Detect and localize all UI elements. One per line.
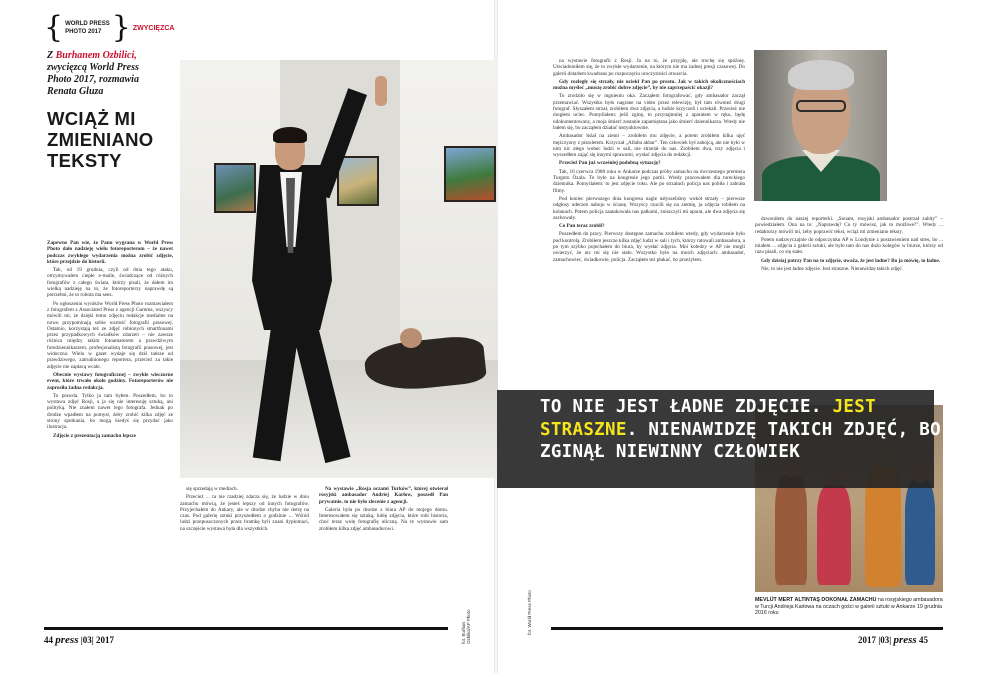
pull-quote-part-1: TO NIE JEST ŁADNE ZDJĘCIE. <box>540 397 822 417</box>
winner-label: ZWYCIĘZCA <box>132 24 175 32</box>
interview-question: Zdjęcie z prezentacją zamachu lepsze <box>53 432 136 439</box>
footer-rule-right <box>551 627 943 630</box>
paragraph: To zrodziło się w mgnieniu oka. Zacząłem fotografować, gdy ambasador zaczął przemawiać. Wszystko było nagrane na video przez telewizję, był tam również drugi fotograf. Słyszałem strzał, zrobiłem dwa zdjęcia, a ludzie krzyczeli i uciekali. Przecież nie mogłem uciec. Pomyślałem: jeśli zginę, to przynajmniej z aparatem w ręku, będę udokumentowany, a moja śmierć zostanie zapamiętana jako śmierć dziennikarza. Wtedy nie bałem się, bo zacząłem działać instynktownie. <box>553 93 745 131</box>
caption-rest: na rosyjskiego ambasadora w Turcji Andrieja Karłowa na oczach gości w galerii sztuki w Ankarze 19 grudnia 2016 roku <box>755 597 943 617</box>
paragraph: Galeria była po drodze z biura AP do mojego domu. Interesowałem się sztuką, lubię zdjęcia, które robi historia, choć teraz wolę fotografię uliczną. Na te wystawie sam zrobiłem kilka zdjęć ambasadorowi. <box>319 506 448 532</box>
article-intro <box>47 50 162 98</box>
article-headline: WCIĄŻ MI ZMIENIANO TEKSTY <box>47 108 154 171</box>
interview-question: Co Pan teraz zrobił? <box>559 223 605 230</box>
child-figure <box>775 475 807 585</box>
portrait-glasses <box>796 100 846 112</box>
interview-question: Obecnie wystawy fotograficznej – zwykłe wieczorne event, które trwało około godziny. Fotoreporterów nie zaprosiła żadna redakcja. <box>47 371 173 391</box>
photo-credit-right: fot. World Press Photo <box>527 590 532 635</box>
paragraph: Przecież ... ta nie rzadziej zdarza się, że ludzie w dniu zamachu mówią, że jesteś lepszy od innych fotografów. Przyjechałem do Ankary, ale w drodze chyba nie dotrę na czas. Pod galerię sztuki przyszedłem o godzinie ... Wśród ludzi przepuszczonych przez bramkę byli znani dyplomaci, na szczęście wystawa była dla wszystkich. <box>180 494 309 532</box>
child-figure <box>905 480 935 585</box>
interviewee-name: Burhanem Ozbilici, <box>55 50 137 61</box>
paragraph: Ambasador leżał na ziemi – zrobiłem mu zdjęcie, a potem zrobiłem kilka ujęć mężczyzny z pistoletem. Krzyczał „Allahu akbar”. Ten człowiek był zabójcą, ale nie było w nim nic złego wobec ludzi w sali, nie strzelał do nas. Zrobiłem dwa, trzy zdjęcia i wyszedłem zająć się innymi sprawami, wysłać zdjęcia do redakcji. <box>553 133 745 159</box>
footer-left <box>44 634 114 646</box>
interview-question: Gdy rozległy się strzały, nie uciekł Pan po prostu. Jak w takich okolicznościach można myśleć „muszę zrobić dobre zdjęcie”, by nie zaprzepaścić okazji? <box>553 78 745 92</box>
left-brace-icon: { <box>44 10 64 45</box>
pull-quote-highlight: JEST STRASZNE <box>540 397 876 440</box>
painting-3 <box>444 146 496 202</box>
pull-quote-part-2: . NIENAWIDZĘ TAKICH ZDJĘĆ, BO ZGINĄŁ NIEWINNY CZŁOWIEK <box>540 419 941 462</box>
pull-quote-text <box>540 396 950 464</box>
interview-question: Przecież Pan już wcześniej podobną sytuację? <box>559 160 661 167</box>
intro-prefix: Z <box>47 50 56 61</box>
footer-rule-left <box>44 627 448 630</box>
paragraph: dzwoniłem do naszej reporterki. „Sonam, rosyjski ambasador postrzał zabity” – powiedziałem. Ona na to: „Naprawdę? Co ty mówisz, jak to możliwe?”. Wtedy ... redaktorzy mówili mi, żeby poprawić tekst, wciąż mi zmieniano teksty. <box>755 216 943 235</box>
section-tag <box>44 10 175 45</box>
brand-logo-left: press <box>55 634 79 646</box>
raised-hand <box>375 76 387 106</box>
right-brace-icon: } <box>111 10 131 45</box>
caption-bold: MEVLÜT MERT ALTINTAŞ DOKONAŁ ZAMACHU <box>755 597 877 603</box>
paragraph: Tak, od 19 grudnia, czyli od dnia tego ataku, otrzymywałem ciepłe e-maile, świadczące od różnych fotografów z całego świata, którzy pisali, że dałem im wielką nadzieję na to, że fotoreporterzy naprawdę są potrzebni, że to robota ma sens. <box>47 267 173 299</box>
gunman-hair <box>273 127 307 143</box>
paragraph: się sprzedają w mediach. <box>186 486 238 492</box>
interview-question: Na wystawie „Rosja oczami Turków”, której otwierał rosyjski ambasador Andriej Karłow, poszedł Pan prywatnie, to nie było zlecenie z agencji. <box>319 486 448 505</box>
paragraph: Nie, to nie jest ładne zdjęcie. Jest straszne. Nienawidzę takich zdjęć. <box>761 266 904 273</box>
victim-head <box>400 328 422 348</box>
intro-rest: zwycięzcą World Press Photo 2017, rozmawia Renata Gluza <box>47 62 139 97</box>
paragraph: To prawda. Tylko ja tam byłem. Poszedłem, bo to wystawa zdjęć Rosji, a ja się nie interesuję sztuką, ani polityką. Nie znałem nawet tego fotografa. Jednak po drodze wpadłem na pomysł, żeby zrobić kilka zdjęć ze strony spotkania, bo mogą kiedyś się przydać jako ilustracja. <box>47 392 173 431</box>
paragraph: Tak, 16 czerwca 1988 roku w Ankarze podczas próby zamachu na ówczesnego premiera Turgutu Özala. To było na kongresie jego partii. Wtedy pracowałem dla tureckiego dziennika. Pomyślałem: to jest zdjęcie roku. Ale po strzałach policja nas pobiła i zabrała filmy. <box>553 168 745 194</box>
lead-question: Zapewne Pan wie, że Panu wygrana w World Press Photo dało nadzieję wielu fotoreporterom – że nawet podczas zwykłego wydarzenia można zrobić zdjęcie, które przejdzie do historii. <box>47 240 173 265</box>
child-figure <box>817 485 851 585</box>
paragraph: Poszedłem do pracy. Pierwszy dostępne zamachu zrobiłem wtedy, gdy wydarzenie było pod kontrolą. Zrobiłem jeszcze kilka zdjęć ludzi w sali i tych, którzy ratowali ambasadora, a po tym szybko pojechałem do biura, by wysłać zdjęcia. Moi koledzy w AP nie mogli uwierzyć, że nic mi się nie stało. Wszystko było na moich zdjęciach: ambasador, zamachowiec, świadkowie, policja. Zacząłem też płakać, bo przeżyłem. <box>553 231 745 263</box>
tag-line-1: WORLD PRESS <box>65 21 110 27</box>
issue-right: 2017 |03| <box>858 635 892 645</box>
tag-label <box>65 20 110 36</box>
main-photo-assassination <box>180 60 498 478</box>
page-number-right: 45 <box>918 635 928 645</box>
interview-question: Gdy dzisiaj patrzy Pan na to zdjęcie, uważa, że jest ładne? Bo ja mówię, to ładne. <box>761 257 941 264</box>
paragraph: Po ogłoszeniu wyników World Press Photo rozmawiałem z fotografem z Associated Press z agencji Gamma, wszyscy mówili mi, że dzięki temu zdjęciu redakcje medialne na nowo przypominają sobie wartość fotografii prasowej. Ostatnio, korzystają też ze zdjęć robionych smartfonami przez przypadkowych świadków zdarzeń – nie zawsze różnica między takim fotoamatorem a prawdziwym fotodziennikarzem, profesjonalistą fotografii prasowej, jest widoczna. Wielu w gazet wydaje się dziś tańsze od prawdziwego, zatrudnionego reportera, przecież za takie zdjęcie nie zapłacą wcale. <box>47 300 173 370</box>
text-column-left-1 <box>47 240 173 622</box>
tag-line-2: PHOTO 2017 <box>65 29 102 35</box>
text-column-right-2 <box>755 216 943 386</box>
page-number-left: 44 <box>44 635 53 645</box>
paragraph: Potem nadzwyczajnie do odpoczynku AP w Londynie z postawieniem nad stres, bo ... miałem ... zdjęcia z galerii sztuki, ale było tam do nas dużo kolegów w biurze, którzy od razu pisali, co się stało. <box>755 236 943 256</box>
portrait-hair <box>788 60 854 90</box>
text-column-left-2 <box>180 486 448 622</box>
photo-caption <box>755 597 945 617</box>
brand-logo-right: press <box>893 634 917 646</box>
photo-credit-left: fot. Burhan Ozbilici/AP Photo <box>461 609 471 644</box>
footer-right <box>858 634 928 646</box>
paragraph: Pod koniec pierwszego dnia kongresu nagle usłyszeliśmy wokół strzały – pierwsze odgłosy uderzeń naboju w ścianę. Wszyscy rzucili się na ziemię, ja zdjęcia robiłem na kolanach. Potem policja zaatakowała nas pałkami, zniszczyli mi aparat, ale dwa zdjęcia się zachowały. <box>553 195 745 221</box>
portrait-photo <box>754 50 887 201</box>
paragraph: na wystawie fotografii z Rosji. Ja na to, że przyjdę, ale trochę się spóźnię. Uświadomiłem się, że to zwykłe wydarzenie, na którym nie ma żadnej presji czasowej. Do galerii dotarłem kwadrans po rozpoczęciu uroczystości otwarcia. <box>553 58 745 77</box>
painting-2 <box>337 156 379 206</box>
text-column-right-1 <box>553 58 745 624</box>
issue-left: |03| 2017 <box>80 635 114 645</box>
painting-1 <box>214 163 256 213</box>
